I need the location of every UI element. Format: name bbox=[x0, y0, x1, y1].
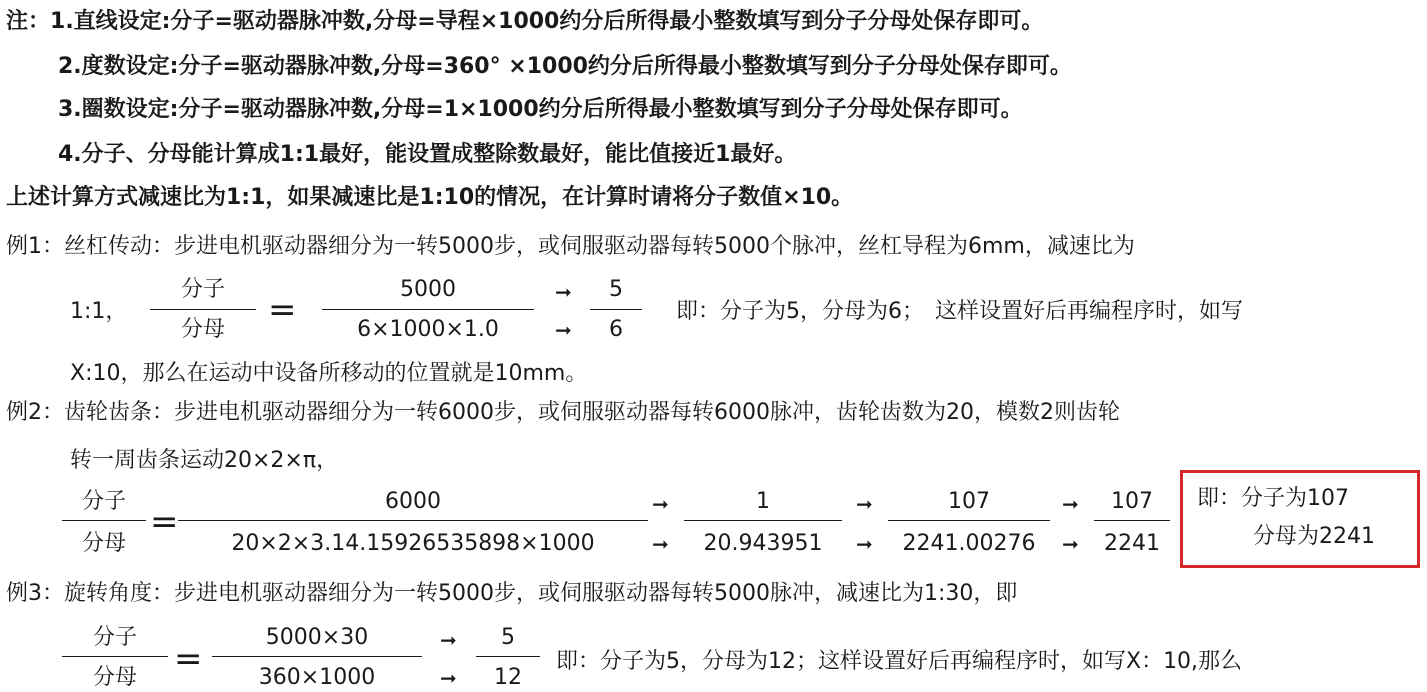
equals-sign: = bbox=[150, 502, 179, 542]
example3-f2-num: 5 bbox=[501, 625, 515, 650]
example2-f4-den: 2241 bbox=[1104, 531, 1160, 556]
example1-ratio: 1:1， bbox=[70, 299, 128, 324]
fraction-bar bbox=[888, 520, 1050, 521]
equals-sign: = bbox=[174, 639, 203, 679]
example1-result: 即：分子为5，分母为6； 这样设置好后再编程序时，如写 bbox=[676, 299, 1243, 324]
arrow-icon: ➞ bbox=[440, 666, 457, 690]
example3-f1-den: 360×1000 bbox=[258, 665, 376, 690]
example1-f1-den: 6×1000×1.0 bbox=[357, 317, 499, 342]
fraction-bar bbox=[590, 309, 642, 310]
example3-lhs-num: 分子 bbox=[92, 625, 137, 650]
example3-f2-den: 12 bbox=[494, 665, 522, 690]
box-line-2: 分母为2241 bbox=[1253, 524, 1375, 549]
example2-f2-num: 1 bbox=[756, 489, 770, 514]
fraction-bar bbox=[178, 520, 648, 521]
arrow-icon: ➞ bbox=[555, 318, 572, 342]
example1-f2-num: 5 bbox=[609, 277, 623, 302]
summary-note: 上述计算方式减速比为1:1，如果减速比是1:10的情况，在计算时请将分子数值×10。 bbox=[6, 185, 854, 210]
example2-lhs-den: 分母 bbox=[81, 531, 126, 556]
fraction-bar bbox=[684, 520, 842, 521]
arrow-icon: ➞ bbox=[1062, 492, 1079, 516]
arrow-icon: ➞ bbox=[652, 492, 669, 516]
fraction-bar bbox=[62, 656, 168, 657]
example1-f2-den: 6 bbox=[609, 317, 623, 342]
example2-continuation: 转一周齿条运动20×2×π， bbox=[70, 448, 339, 473]
example1-continuation: X:10，那么在运动中设备所移动的位置就是10mm。 bbox=[70, 361, 588, 386]
note-2: 2.度数设定:分子=驱动器脉冲数,分母=360° ×1000约分后所得最小整数填写到分子分母处保存即可。 bbox=[58, 54, 1072, 79]
arrow-icon: ➞ bbox=[856, 492, 873, 516]
arrow-icon: ➞ bbox=[1062, 532, 1079, 556]
example3-lhs-den: 分母 bbox=[92, 665, 137, 690]
fraction-bar bbox=[212, 656, 422, 657]
fraction-bar bbox=[476, 656, 540, 657]
example1-lhs-num: 分子 bbox=[180, 277, 225, 302]
note-1-text: 1.直线设定:分子=驱动器脉冲数,分母=导程×1000约分后所得最小整数填写到分子分母处保存即可。 bbox=[50, 9, 1044, 34]
example2-f3-num: 107 bbox=[948, 489, 990, 514]
result-highlight-box bbox=[1180, 470, 1420, 568]
arrow-icon: ➞ bbox=[856, 532, 873, 556]
example3-result: 即：分子为5，分母为12；这样设置好后再编程序时，如写X：10,那么 bbox=[556, 649, 1243, 674]
fraction-bar bbox=[62, 520, 146, 521]
example2-text: 例2：齿轮齿条：步进电机驱动器细分为一转6000步，或伺服驱动器每转6000脉冲，齿轮齿数为20，模数2则齿轮 bbox=[6, 400, 1120, 425]
example3-text: 例3：旋转角度：步进电机驱动器细分为一转5000步，或伺服驱动器每转5000脉冲，减速比为1:30，即 bbox=[6, 581, 1018, 606]
note-3: 3.圈数设定:分子=驱动器脉冲数,分母=1×1000约分后所得最小整数填写到分子分母处保存即可。 bbox=[58, 97, 1023, 122]
example1-text: 例1：丝杠传动：步进电机驱动器细分为一转5000步，或伺服驱动器每转5000个脉冲，丝杠导程为6mm，减速比为 bbox=[6, 234, 1135, 259]
example2-lhs-num: 分子 bbox=[81, 489, 126, 514]
fraction-bar bbox=[150, 309, 256, 310]
example2-f1-num: 6000 bbox=[385, 489, 441, 514]
equals-sign: = bbox=[268, 290, 297, 330]
arrow-icon: ➞ bbox=[440, 628, 457, 652]
example2-f2-den: 20.943951 bbox=[703, 531, 823, 556]
example2-f1-den: 20×2×3.14.15926535898×1000 bbox=[231, 531, 595, 556]
box-line-1: 即：分子为107 bbox=[1197, 486, 1349, 511]
note-4: 4.分子、分母能计算成1:1最好，能设置成整除数最好，能比值接近1最好。 bbox=[58, 142, 797, 167]
note-label: 注： bbox=[6, 9, 51, 34]
note-1 bbox=[6, 8, 1043, 36]
arrow-icon: ➞ bbox=[555, 280, 572, 304]
fraction-bar bbox=[322, 309, 534, 310]
arrow-icon: ➞ bbox=[652, 532, 669, 556]
example3-f1-num: 5000×30 bbox=[265, 625, 369, 650]
fraction-bar bbox=[1094, 520, 1170, 521]
example1-lhs-den: 分母 bbox=[180, 317, 225, 342]
example1-f1-num: 5000 bbox=[400, 277, 456, 302]
example2-f3-den: 2241.00276 bbox=[902, 531, 1036, 556]
example2-f4-num: 107 bbox=[1111, 489, 1153, 514]
